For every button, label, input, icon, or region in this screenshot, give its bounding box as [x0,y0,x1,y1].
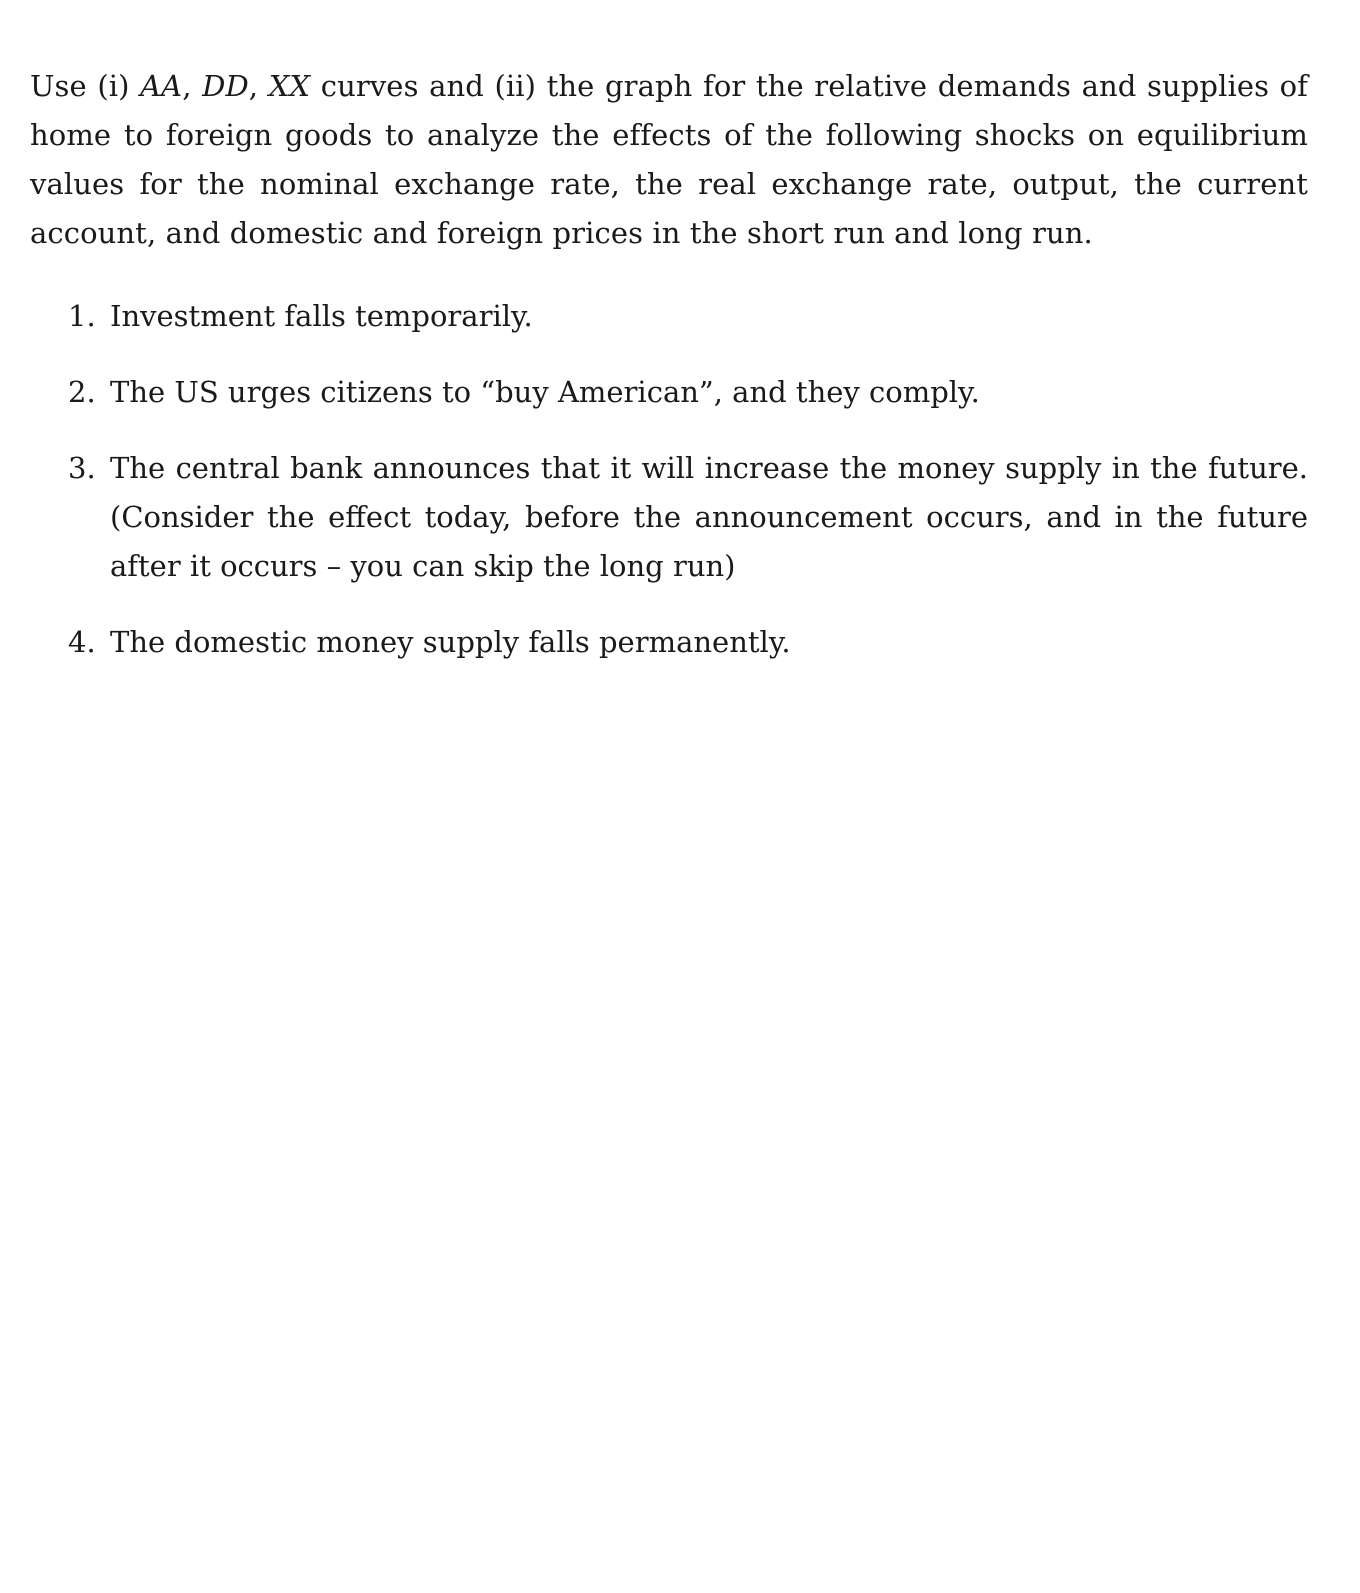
aa-curve-label: AA [140,69,183,103]
shock-list [30,292,1308,667]
intro-paragraph: Use (i) AA, DD, XX curves and (ii) the graph for the relative demands and supplies of home to foreign goods to analyze the effects of the following shocks on equilibrium values for the nominal exchange rate, the real exchange rate, output, the current account, and domestic and foreign prices in the short run and long run. [30,69,1309,250]
list-item-text: The domestic money supply falls permanently. [110,625,791,659]
list-item-text: The central bank announces that it will increase the money supply in the future. (Consider the effect today, before the announcement occurs, and in the future after it occurs – you can skip the long run) [110,451,1308,583]
list-item-number: 2. [68,375,96,409]
list-item-text: The US urges citizens to “buy American”, and they comply. [110,375,980,409]
list-item [30,618,1308,667]
intro-text-rest: curves and (ii) the graph for the relative demands and supplies of home to foreign goods to analyze the effects of the following shocks on equilibrium values for the nominal exchange rate, the real exchange rate, output, the current account, and domestic and foreign prices in the short run and long run. [30,69,1309,250]
intro-text-start: Use (i) [30,69,141,103]
list-item-text: Investment falls temporarily. [110,299,533,333]
xx-curve-label: XX [268,69,311,103]
list-item-number: 1. [68,299,96,333]
list-item [30,368,1308,417]
list-item [30,292,1308,341]
list-item-number: 3. [68,451,96,485]
list-item-number: 4. [68,625,96,659]
list-item [30,444,1308,591]
document-page [30,62,1308,694]
dd-curve-label: DD [202,69,249,103]
